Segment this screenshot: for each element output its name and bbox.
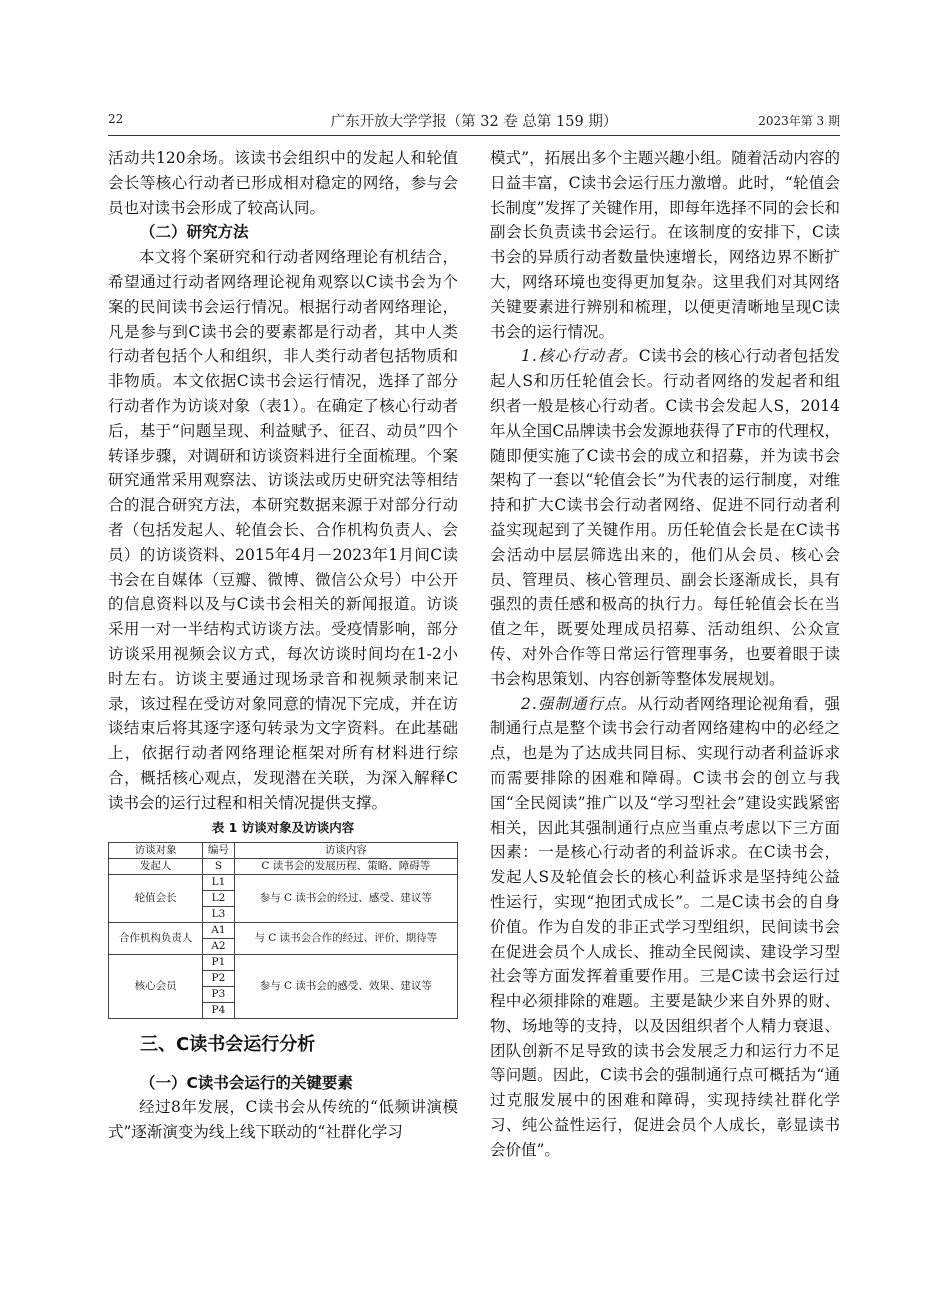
table-row: [109, 858, 458, 874]
table-cell-code: L1: [203, 874, 234, 890]
paragraph-text: 从行动者网络理论视角看，强制通行点是整个读书会行动者网络建构中的必经之点，也是为了达成共同目标、实现行动者利益诉求而需要排除的困难和障碍。C读书会的创立与我国“全民阅读”推广以及“学习型社会”建设实践紧密相关，因此其强制通行点应当重点考虑以下三方面因素：一是核心行动者的利益诉求。在C读书会，发起人S及轮值会长的核心利益诉求是坚持纯公益性运行，实现“抱团式成长”。二是C读书会的自身价值。作为自发的非正式学习型组织，民间读书会在促进会员个人成长、推动全民阅读、建设学习型社会等方面发挥着重要作用。三是C读书会运行过程中必须排除的难题。主要是缺少来自外界的财、物、场地等的支持，以及因组织者个人精力衰退、团队创新不足导致的读书会发展乏力和运行力不足等问题。因此，C读书会的强制通行点可概括为“通过克服发展中的困难和障碍，实现持续社群化学习、纯公益性运行，促进会员个人成长，彰显读书会价值”。: [490, 694, 840, 1159]
table-cell-code: L2: [203, 890, 234, 906]
table-cell-content: 参与 C 读书会的经过、感受、建议等: [234, 874, 457, 922]
table-cell-code: A2: [203, 938, 234, 954]
table-cell-content: 与 C 读书会合作的经过、评价、期待等: [234, 922, 457, 954]
table-header-row: [109, 842, 458, 858]
running-header: [108, 108, 840, 132]
table-row: [109, 922, 458, 938]
right-column: [490, 146, 840, 1163]
section-heading: 三、C读书会运行分析: [140, 1033, 316, 1055]
interview-table: [108, 842, 458, 1019]
table-cell-subject: 合作机构负责人: [109, 922, 203, 954]
paragraph-continued: 活动共120余场。该读书会组织中的发起人和轮值会长等核心行动者已形成相对稳定的网络，参与会员也对读书会形成了较高认同。: [108, 149, 458, 217]
paragraph-core-actors: [490, 344, 840, 691]
table-cell-code: S: [203, 858, 234, 874]
runin-title: 1.核心行动者。: [521, 347, 639, 366]
table-row: [109, 954, 458, 970]
table-cell-subject: 轮值会长: [109, 874, 203, 922]
subsection-heading: （一）C读书会运行的关键要素: [140, 1073, 353, 1092]
heading-research-method: （二）研究方法: [140, 223, 249, 242]
table-cell-code: P2: [203, 970, 234, 986]
table-caption: 表 1 访谈对象及访谈内容: [211, 819, 355, 835]
table-header-cell: 编号: [203, 842, 234, 858]
table-cell-code: A1: [203, 922, 234, 938]
paragraph-text: C读书会的核心行动者包括发起人S和历任轮值会长。行动者网络的发起者和组织者一般是核心行动者。C读书会发起人S，2014年从全国C品牌读书会发源地获得了F市的代理权，随即便实施了C读书会的成立和招募，并为读书会架构了一套以“轮值会长”为代表的运行制度，对维持和扩大C读书会行动者网络、促进不同行动者利益实现起到了关键作用。历任轮值会长是在C读书会活动中层层筛选出来的，他们从会员、核心会员、管理员、核心管理员、副会长逐渐成长，具有强烈的责任感和极高的执行力。每任轮值会长在当值之年，既要处理成员招募、活动组织、公众宣传、对外合作等日常运行管理事务，也要着眼于读书会构思策划、内容创新等整体发展规划。: [490, 347, 840, 688]
table-cell-subject: 发起人: [109, 858, 203, 874]
table-cell-code: P4: [203, 1002, 234, 1018]
runin-title: 2.强制通行点。: [521, 694, 638, 713]
table-cell-content: C 读书会的发展历程、策略、障碍等: [234, 858, 457, 874]
table-cell-subject: 核心会员: [109, 954, 203, 1018]
paragraph-section3: 经过8年发展，C读书会从传统的“低频讲演模式”逐渐演变为线上线下联动的“社群化学习: [108, 1098, 458, 1142]
left-column: [108, 146, 458, 1145]
header-rule: [108, 135, 840, 136]
table-row: [109, 874, 458, 890]
table-cell-code: P1: [203, 954, 234, 970]
journal-title: 广东开放大学学报（第 32 卷 总第 159 期）: [330, 114, 618, 130]
paragraph-research-method: 本文将个案研究和行动者网络理论有机结合，希望通过行动者网络理论视角观察以C读书会为个案的民间读书会运行情况。根据行动者网络理论，凡是参与到C读书会的要素都是行动者，其中人类行动者包括个人和组织，非人类行动者包括物质和非物质。本文依据C读书会运行情况，选择了部分行动者作为访谈对象（表1）。在确定了核心行动者后，基于“问题呈现、利益赋予、征召、动员”四个转译步骤，对调研和访谈资料进行全面梳理。个案研究通常采用观察法、访谈法或历史研究法等相结合的混合研究方法，本研究数据来源于对部分行动者（包括发起人、轮值会长、合作机构负责人、会员）的访谈资料、2015年4月－2023年1月间C读书会在自媒体（豆瓣、微博、微信公众号）中公开的信息资料以及与C读书会相关的新闻报道。访谈采用一对一半结构式访谈方法。受疫情影响，部分访谈采用视频会议方式，每次访谈时间均在1-2小时左右。访谈主要通过现场录音和视频录制来记录，该过程在受访对象同意的情况下完成，并在访谈结束后将其逐字逐句转录为文字资料。在此基础上，依据行动者网络理论框架对所有材料进行综合，概括核心观点，发现潜在关联，为深入解释C读书会的运行过程和相关情况提供支撑。: [108, 248, 458, 812]
table-header-cell: 访谈内容: [234, 842, 457, 858]
paragraph-obligatory-point: [490, 692, 840, 1163]
table-header-cell: 访谈对象: [109, 842, 203, 858]
table-cell-code: L3: [203, 906, 234, 922]
paragraph-continued: 模式”，拓展出多个主题兴趣小组。随着活动内容的日益丰富，C读书会运行压力激增。此时，“轮值会长制度”发挥了关键作用，即每年选择不同的会长和副会长负责读书会运行。在该制度的安排下，C读书会的异质行动者数量快速增长，网络边界不断扩大，网络环境也变得更加复杂。这里我们对其网络关键要素进行辨别和梳理，以便更清晰地呈现C读书会的运行情况。: [490, 149, 840, 341]
table-cell-code: P3: [203, 986, 234, 1002]
table-cell-content: 参与 C 读书会的感受、效果、建议等: [234, 954, 457, 1018]
page-number: 22: [108, 112, 124, 126]
issue-label: 2023年第 3 期: [758, 114, 840, 128]
